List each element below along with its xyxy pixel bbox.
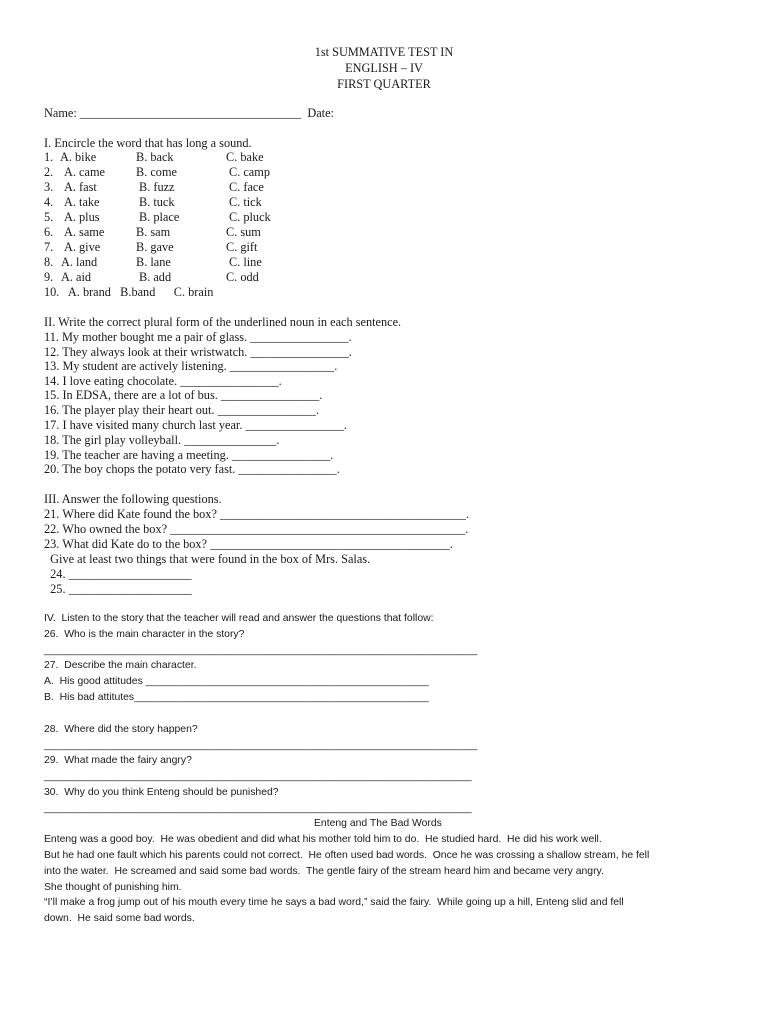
- list-item: 24. ____________________: [44, 567, 192, 581]
- choice-c: C. pluck: [229, 210, 271, 224]
- test-subject: ENGLISH – IV: [345, 61, 423, 75]
- choice-b: B. come: [136, 165, 177, 179]
- question-28: 28. Where did the story happen?: [44, 724, 198, 735]
- part4-instruction: IV. Listen to the story that the teacher will read and answer the questions that follow:: [44, 613, 434, 624]
- list-item: 11. My mother bought me a pair of glass. ________________.: [44, 330, 352, 344]
- item-number: 7.: [44, 240, 54, 254]
- choice-c: C. bake: [226, 150, 264, 164]
- story-line: down. He said some bad words.: [44, 913, 195, 924]
- question-27b: B. His bad attitutes___________________________________________________: [44, 692, 429, 703]
- answer-blank-30: __________________________________________________________________________: [44, 803, 472, 814]
- choice-c: C. gift: [226, 240, 258, 254]
- choice-b: B. place: [139, 210, 180, 224]
- list-item: 17. I have visited many church last year. ________________.: [44, 418, 347, 432]
- question-30: 30. Why do you think Enteng should be punished?: [44, 787, 279, 798]
- list-item: 22. Who owned the box? ________________________________________________.: [44, 522, 469, 536]
- choice-a: A. give: [64, 240, 101, 254]
- choice-c: C. face: [229, 180, 264, 194]
- question-27: 27. Describe the main character.: [44, 660, 197, 671]
- story-line: Enteng was a good boy. He was obedient and did what his mother told him to do. He studied hard. He did his work well.: [44, 834, 602, 845]
- choice-b: B. gave: [136, 240, 174, 254]
- list-item: 12. They always look at their wristwatch. ________________.: [44, 345, 352, 359]
- list-item: 19. The teacher are having a meeting. ________________.: [44, 448, 334, 462]
- choice-a: A. came: [64, 165, 105, 179]
- list-item: 20. The boy chops the potato very fast. ________________.: [44, 462, 340, 476]
- choice-a: A. plus: [64, 210, 100, 224]
- item-number: 8.: [44, 255, 54, 269]
- list-item: 10. A. brand B.band C. brain: [44, 285, 214, 299]
- choice-b: B. back: [136, 150, 174, 164]
- item-number: 2.: [44, 165, 54, 179]
- choice-b: B. sam: [136, 225, 171, 239]
- list-item: 21. Where did Kate found the box? ________________________________________.: [44, 507, 469, 521]
- list-item: 13. My student are actively listening. _________________.: [44, 359, 338, 373]
- item-number: 5.: [44, 210, 54, 224]
- choice-a: A. land: [61, 255, 98, 269]
- choice-a: A. fast: [64, 180, 97, 194]
- story-line: But he had one fault which his parents could not correct. He often used bad words. Once he was crossing a shallow stream, he fell: [44, 850, 650, 861]
- answer-blank-26: ___________________________________________________________________________: [44, 645, 478, 656]
- question-27a: A. His good attitudes _________________________________________________: [44, 676, 429, 687]
- choice-c: C. tick: [229, 195, 262, 209]
- item-number: 9.: [44, 270, 54, 284]
- choice-a: A. aid: [61, 270, 92, 284]
- item-number: 1.: [44, 150, 54, 164]
- part1-instruction: I. Encircle the word that has long a sound.: [44, 136, 252, 150]
- choice-a: A. bike: [60, 150, 97, 164]
- item-number: 6.: [44, 225, 54, 239]
- list-item: 18. The girl play volleyball. _______________.: [44, 433, 280, 447]
- story-line: “I’ll make a frog jump out of his mouth every time he says a bad word,” said the fairy. While going up a hill, Enteng slid and fell: [44, 897, 624, 908]
- choice-a: A. same: [64, 225, 105, 239]
- choice-c: C. odd: [226, 270, 259, 284]
- choice-c: C. line: [229, 255, 262, 269]
- choice-b: B. lane: [136, 255, 171, 269]
- choice-b: B. add: [139, 270, 172, 284]
- choice-c: C. sum: [226, 225, 261, 239]
- list-item: 23. What did Kate do to the box? _______________________________________.: [44, 537, 453, 551]
- part3-sub-instruction: Give at least two things that were found in the box of Mrs. Salas.: [44, 552, 371, 566]
- story-line: into the water. He screamed and said some bad words. The gentle fairy of the stream heard him and became very angry.: [44, 866, 604, 877]
- part2-instruction: II. Write the correct plural form of the underlined noun in each sentence.: [44, 315, 402, 329]
- part3-instruction: III. Answer the following questions.: [44, 492, 222, 506]
- test-title: 1st SUMMATIVE TEST IN: [314, 45, 454, 59]
- choice-b: B. fuzz: [139, 180, 175, 194]
- question-29: 29. What made the fairy angry?: [44, 755, 192, 766]
- list-item: 14. I love eating chocolate. ________________.: [44, 374, 282, 388]
- list-item: 25. ____________________: [44, 582, 192, 596]
- list-item: 15. In EDSA, there are a lot of bus. ________________.: [44, 388, 323, 402]
- item-number: 3.: [44, 180, 54, 194]
- test-quarter: FIRST QUARTER: [337, 77, 431, 91]
- answer-blank-28: ___________________________________________________________________________: [44, 740, 478, 751]
- list-item: 16. The player play their heart out. ________________.: [44, 403, 320, 417]
- name-date-line: Name: ____________________________________ Date:: [44, 106, 334, 120]
- choice-a: A. take: [64, 195, 100, 209]
- choice-c: C. camp: [229, 165, 270, 179]
- story-title: Enteng and The Bad Words: [314, 818, 442, 829]
- item-number: 4.: [44, 195, 54, 209]
- choice-b: B. tuck: [139, 195, 175, 209]
- story-line: She thought of punishing him.: [44, 882, 182, 893]
- question-26: 26. Who is the main character in the story?: [44, 629, 245, 640]
- answer-blank-29: __________________________________________________________________________: [44, 771, 472, 782]
